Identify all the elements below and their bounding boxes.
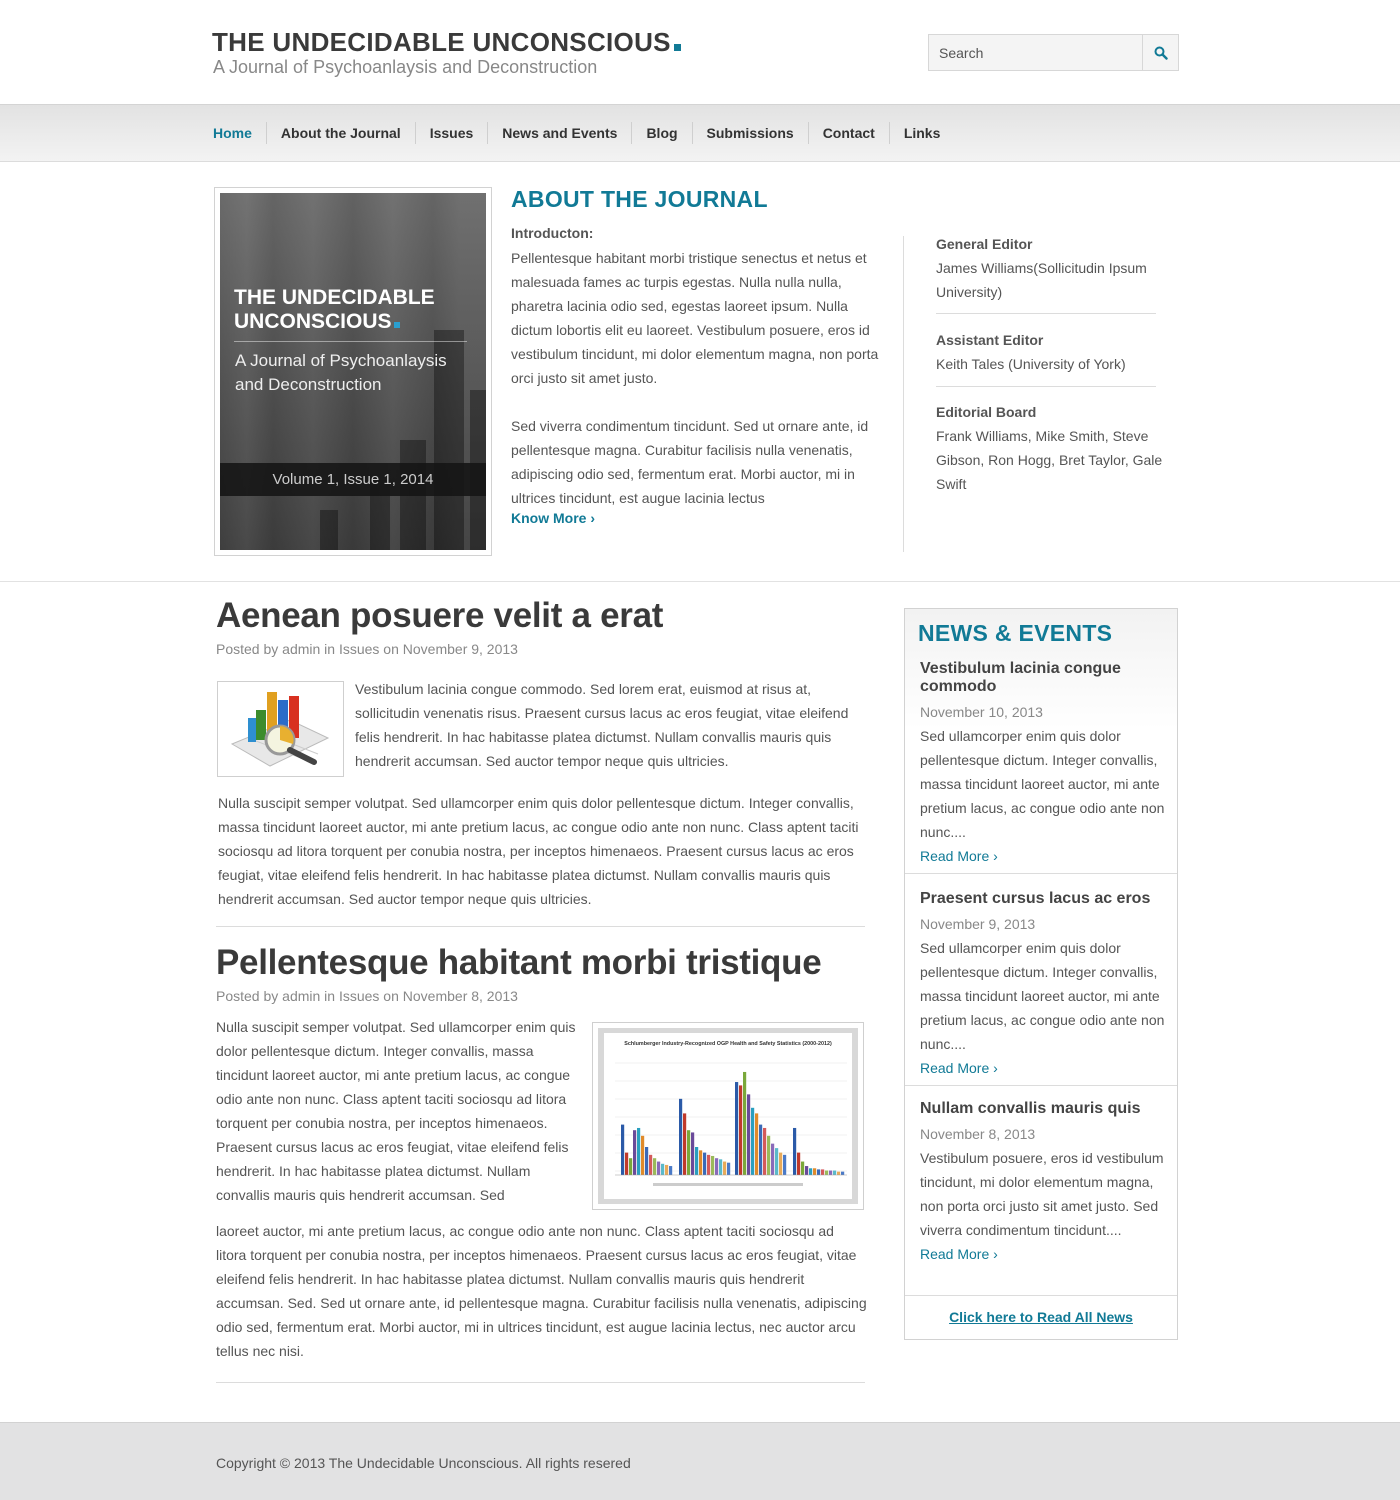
news-item [920, 660, 1172, 868]
news-excerpt: Sed ullamcorper enim quis dolor pellentesque dictum. Integer convallis, massa tincidunt laoreet auctor, mi ante pretium lacus, ac congue odio ante non nunc.... [920, 940, 1165, 1052]
read-more-link[interactable] [920, 844, 998, 868]
cover-accent-dot [394, 322, 400, 328]
site-title-text[interactable]: THE UNDECIDABLE UNCONSCIOUS [212, 27, 671, 57]
cover-title-line1: THE UNDECIDABLE [234, 286, 435, 309]
chart-image-title: Schlumberger Industry-Recognized OGP Health and Safety Statistics (2000-2012) [624, 1041, 832, 1047]
post-title[interactable]: Aenean posuere velit a erat [216, 596, 664, 635]
chart-image-bar [715, 1158, 718, 1175]
news-item [920, 1100, 1172, 1266]
read-more-link[interactable] [920, 1056, 998, 1080]
chart-image-bar [767, 1136, 770, 1175]
chart-image-bar [637, 1128, 640, 1175]
chevron-right-icon: › [993, 848, 998, 864]
chart-image-bar [641, 1136, 644, 1175]
chart-image-bar [817, 1169, 820, 1175]
chart-image-bar [743, 1072, 746, 1175]
chart-image-bar [649, 1155, 652, 1175]
site-footer [0, 1422, 1400, 1500]
chart-image-bar [763, 1128, 766, 1175]
cover-bg-shape [320, 510, 338, 550]
chart-image-bar [711, 1156, 714, 1175]
chart-image-bar [633, 1130, 636, 1175]
about-heading: ABOUT THE JOURNAL [511, 186, 768, 212]
editor-role: Assistant Editor [936, 332, 1044, 348]
chart-image-bar [809, 1168, 812, 1175]
chart-image-bar [747, 1094, 750, 1175]
nav-item-contact[interactable]: Contact [808, 122, 889, 144]
chart-image-bar [813, 1168, 816, 1175]
chevron-right-icon: › [993, 1060, 998, 1076]
search-input[interactable] [929, 35, 1142, 70]
chart-image-bar [727, 1163, 730, 1175]
editor-names: James Williams(Sollicitudin Ipsum University) [936, 260, 1147, 300]
news-separator [905, 1085, 1177, 1086]
chart-image-bar [755, 1113, 758, 1175]
nav-item-submissions[interactable]: Submissions [692, 122, 808, 144]
news-item [920, 890, 1172, 1080]
cover-subtitle: A Journal of Psychoanlaysis and Deconstruction [235, 351, 447, 394]
site-title[interactable] [212, 27, 681, 58]
site-header [0, 0, 1400, 104]
editor-names: Frank Williams, Mike Smith, Steve Gibson, Ron Hogg, Bret Taylor, Gale Swift [936, 428, 1163, 492]
search-icon [1154, 46, 1168, 60]
editor-block [936, 400, 1168, 496]
nav-item-about[interactable]: About the Journal [266, 122, 415, 144]
editor-role: Editorial Board [936, 404, 1037, 420]
editor-block [936, 328, 1168, 376]
post-meta: Posted by admin in Issues on November 8, 2013 [216, 988, 518, 1004]
site-tagline: A Journal of Psychoanlaysis and Deconstruction [213, 57, 598, 77]
chart-image-bar [707, 1155, 710, 1175]
editor-separator [936, 313, 1156, 314]
chart-image-bar [821, 1169, 824, 1175]
chart-image-bar [829, 1171, 832, 1175]
chart-image-bar [625, 1153, 628, 1175]
read-all-news-link[interactable]: Click here to Read All News [949, 1309, 1133, 1325]
nav-item-issues[interactable]: Issues [415, 122, 488, 144]
chart-image-bar [669, 1166, 672, 1175]
title-accent-dot [674, 44, 681, 51]
post-title[interactable]: Pellentesque habitant morbi tristique [216, 943, 822, 982]
chart-image-bar [703, 1153, 706, 1175]
news-events-box [904, 608, 1178, 1340]
chart-image-bar [793, 1128, 796, 1175]
chart-image [593, 1023, 863, 1209]
editor-block [936, 232, 1168, 304]
post-lead: Nulla suscipit semper volutpat. Sed ullamcorper enim quis dolor pellentesque dictum. Integer convallis, massa tincidunt laoreet auctor, mi ante pretium lacus, ac congue odio ante non nunc. Class aptent taciti sociosqu ad litora torquent per conubia nostra, per inceptos himenaeos. Praesent cursus lacus ac eros feugiat, vitae eleifend felis hendrerit. In hac habitasse platea dictumst. Nullam convallis mauris quis hendrerit accumsan. Sed [216, 1019, 576, 1203]
editor-role: General Editor [936, 236, 1033, 252]
chart-image-bar [825, 1171, 828, 1175]
chart-magnifier-icon [218, 682, 343, 776]
search-box [928, 34, 1179, 71]
chart-image-bar [723, 1162, 726, 1175]
post-chart-image[interactable] [592, 1022, 864, 1210]
chart-image-bar [775, 1148, 778, 1175]
chart-image-bar [679, 1099, 682, 1175]
news-title[interactable]: Vestibulum lacinia congue commodo [920, 660, 1121, 695]
chart-image-bar [653, 1158, 656, 1175]
news-separator [905, 873, 1177, 874]
chart-image-bar [759, 1125, 762, 1175]
post-body: Nulla suscipit semper volutpat. Sed ullamcorper enim quis dolor pellentesque dictum. Integer convallis, massa tincidunt laoreet auctor, mi ante pretium lacus, ac congue odio ante non nunc. Class aptent taciti sociosqu ad litora torquent per conubia nostra, per inceptos himenaeos. Praesent cursus lacus ac eros feugiat, vitae eleifend felis hendrerit. In hac habitasse platea dictumst. Nullam convallis mauris quis hendrerit accumsan. Sed auctor tempor neque quis ultricies. [218, 795, 859, 907]
post-meta: Posted by admin in Issues on November 9, 2013 [216, 641, 518, 657]
chart-image-bar [739, 1085, 742, 1175]
nav-item-home[interactable]: Home [213, 125, 252, 141]
chart-image-bar [695, 1147, 698, 1175]
chart-image-bar [629, 1158, 632, 1175]
chart-image-bar [719, 1159, 722, 1175]
news-title[interactable]: Praesent cursus lacus ac eros [920, 890, 1151, 907]
about-label: Introducton: [511, 225, 594, 241]
chart-image-bar [665, 1165, 668, 1175]
copyright: Copyright © 2013 The Undecidable Unconscious. All rights resered [216, 1455, 631, 1471]
news-heading: NEWS & EVENTS [918, 620, 1113, 646]
chart-image-bar [687, 1130, 690, 1175]
post-lead: Vestibulum lacinia congue commodo. Sed lorem erat, euismod at risus at, sollicitudin venenatis risus. Praesent cursus lacus ac eros feugiat, vitae eleifend felis hendrerit. In hac habitasse platea dictumst. Nullam convallis mauris quis hendrerit accumsan. Sed auctor tempor neque quis ultricies. [355, 681, 849, 769]
editor-separator [936, 386, 1156, 387]
chart-image-bar [771, 1144, 774, 1175]
nav-item-links[interactable]: Links [889, 122, 955, 144]
post-divider [216, 926, 865, 927]
cover-divider [234, 341, 467, 342]
chart-image-bar [801, 1162, 804, 1175]
chart-image-bar [683, 1113, 686, 1175]
news-excerpt: Sed ullamcorper enim quis dolor pellentesque dictum. Integer convallis, massa tincidunt laoreet auctor, mi ante pretium lacus, ac congue odio ante non nunc.... [920, 728, 1165, 840]
chart-image-bar [699, 1150, 702, 1175]
chart-image-bar [645, 1147, 648, 1175]
cover-title-line2: UNCONSCIOUS [234, 310, 392, 333]
news-date: November 10, 2013 [920, 704, 1043, 720]
chart-image-bar [841, 1172, 844, 1175]
post-body: laoreet auctor, mi ante pretium lacus, ac congue odio ante non nunc. Class aptent taciti sociosqu ad litora torquent per conubia nostra, per inceptos himenaeos. Praesent cursus lacus ac eros feugiat, vitae eleifend felis hendrerit. In hac habitasse platea dictumst. Nullam convallis mauris quis hendrerit accumsan. Sed. Sed ut ornare ante, id pellentesque magna. Curabitur facilisis nulla venenatis, adipiscing odio sed, fermentum erat. Morbi auctor, mi in ultrices tincidunt, est augue lacinia lectus, nec auctor arcu tellus nec nisi. [216, 1223, 867, 1359]
main-nav [0, 104, 1400, 162]
section-divider [0, 581, 1400, 582]
read-more-label: Read More [920, 848, 990, 864]
editors-divider [903, 236, 904, 552]
chart-image-bar [779, 1153, 782, 1175]
journal-cover[interactable] [214, 187, 492, 556]
about-paragraph: Sed viverra condimentum tincidunt. Sed ut ornare ante, id pellentesque magna. Curabitur facilisis nulla venenatis, adipiscing odio sed, fermentum erat. Morbi auctor, mi in ultrices tincidunt, est augue lacinia lectus [511, 418, 869, 506]
news-title[interactable]: Nullam convallis mauris quis [920, 1100, 1141, 1117]
chart-image-bar [691, 1132, 694, 1175]
cover-image [220, 193, 486, 550]
news-excerpt: Vestibulum posuere, eros id vestibulum tincidunt, mi dolor elementum magna, non porta orci justo sit amet justo. Sed viverra condimentum tincidunt.... [920, 1150, 1164, 1238]
search-button[interactable] [1142, 35, 1178, 70]
news-separator [905, 1295, 1177, 1296]
chart-image-bar [833, 1171, 836, 1175]
nav-item-blog[interactable]: Blog [631, 122, 691, 144]
chart-image-bar [805, 1166, 808, 1175]
chart-image-bar [783, 1155, 786, 1175]
nav-item-news-events[interactable]: News and Events [487, 122, 631, 144]
chart-image-bar [657, 1162, 660, 1175]
nav-list [213, 105, 954, 161]
chevron-right-icon: › [993, 1246, 998, 1262]
chart-image-bar [621, 1125, 624, 1175]
know-more-label: Know More [511, 510, 587, 526]
know-more-link[interactable] [511, 510, 595, 526]
chevron-right-icon: › [590, 510, 596, 526]
about-paragraph: Pellentesque habitant morbi tristique senectus et netus et malesuada fames ac turpis egestas. Nulla nulla nulla, pharetra lacinia odio sed, egestas laoreet ipsum. Nulla dictum lobortis elit eu laoreet. Vestibulum posuere, eros id vestibulum tincidunt, mi dolor elementum magna, non porta orci justo sit amet justo. [511, 250, 879, 386]
chart-image-bar [661, 1164, 664, 1175]
post-thumbnail[interactable] [217, 681, 344, 777]
chart-image-bar [797, 1153, 800, 1175]
cover-issue: Volume 1, Issue 1, 2014 [220, 463, 486, 496]
cover-title [234, 286, 474, 334]
chart-image-bar [837, 1172, 840, 1175]
chart-image-bar [735, 1082, 738, 1175]
read-more-label: Read More [920, 1246, 990, 1262]
read-more-link[interactable] [920, 1242, 998, 1266]
post-divider [216, 1382, 865, 1383]
news-date: November 9, 2013 [920, 916, 1036, 932]
news-date: November 8, 2013 [920, 1126, 1036, 1142]
read-more-label: Read More [920, 1060, 990, 1076]
chart-image-bar [751, 1108, 754, 1175]
editor-names: Keith Tales (University of York) [936, 356, 1126, 372]
